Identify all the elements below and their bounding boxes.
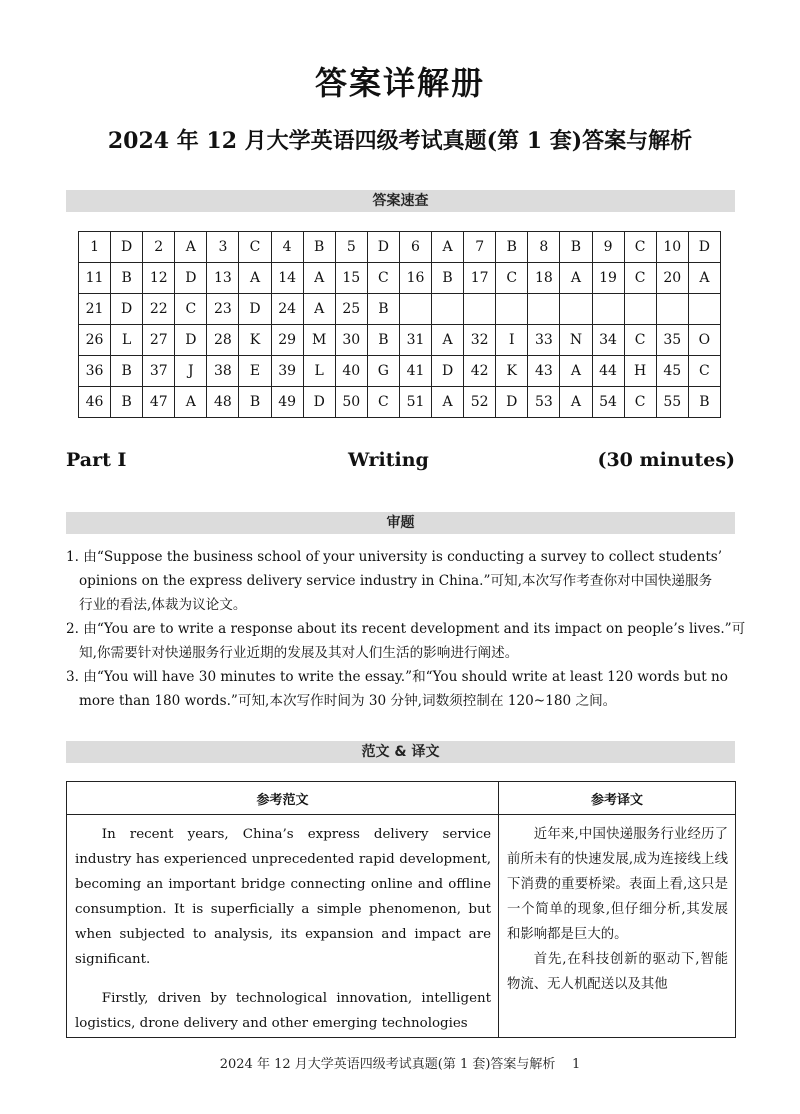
answer-letter: A <box>560 263 592 294</box>
answer-letter: A <box>688 263 720 294</box>
question-number: 54 <box>592 387 624 418</box>
answer-letter: H <box>624 356 656 387</box>
answer-letter: A <box>303 294 335 325</box>
part-name: Writing <box>348 449 429 471</box>
answer-letter: C <box>239 232 271 263</box>
question-number: 2 <box>143 232 175 263</box>
question-number: 55 <box>656 387 688 418</box>
answer-letter: C <box>624 325 656 356</box>
answer-letter: B <box>303 232 335 263</box>
answer-letter: D <box>432 356 464 387</box>
answer-letter: A <box>560 356 592 387</box>
answer-letter: C <box>624 263 656 294</box>
chinese-paragraph: 首先,在科技创新的驱动下,智能物流、无人机配送以及其他 <box>507 952 728 992</box>
question-number: 33 <box>528 325 560 356</box>
answer-letter: B <box>239 387 271 418</box>
answer-letter: A <box>175 232 207 263</box>
footer-title: 2024 年 12 月大学英语四级考试真题(第 1 套)答案与解析 <box>219 1057 556 1072</box>
answer-letter: C <box>624 232 656 263</box>
answer-letter: D <box>175 325 207 356</box>
answer-letter: B <box>111 387 143 418</box>
question-number: 45 <box>656 356 688 387</box>
part-header <box>66 449 735 475</box>
answer-letter: C <box>367 387 399 418</box>
question-number: 36 <box>79 356 111 387</box>
question-number: 18 <box>528 263 560 294</box>
page-footer <box>0 1053 800 1072</box>
answer-letter: A <box>560 387 592 418</box>
question-number: 53 <box>528 387 560 418</box>
exam-subtitle: 2024 年 12 月大学英语四级考试真题(第 1 套)答案与解析 <box>107 128 693 154</box>
question-number: 28 <box>207 325 239 356</box>
analysis-line: 3. 由“You will have 30 minutes to write the essay.”和“You should write at least 120 words but no <box>66 669 728 685</box>
answer-letter <box>688 294 720 325</box>
question-number: 46 <box>79 387 111 418</box>
question-number: 38 <box>207 356 239 387</box>
answer-letter: G <box>367 356 399 387</box>
answer-letter: D <box>111 232 143 263</box>
question-number: 50 <box>335 387 367 418</box>
page-number: 1 <box>571 1057 581 1072</box>
question-number: 22 <box>143 294 175 325</box>
answer-letter: B <box>496 232 528 263</box>
answer-letter: D <box>175 263 207 294</box>
answer-letter: A <box>432 387 464 418</box>
answer-letter: C <box>367 263 399 294</box>
answer-letter: A <box>303 263 335 294</box>
answer-letter: K <box>496 356 528 387</box>
question-number: 31 <box>399 325 431 356</box>
answer-letter: L <box>111 325 143 356</box>
answer-letter: L <box>303 356 335 387</box>
question-number: 49 <box>271 387 303 418</box>
question-number: 29 <box>271 325 303 356</box>
question-number: 16 <box>399 263 431 294</box>
analysis-item <box>66 665 735 713</box>
analysis-line: 1. 由“Suppose the business school of your university is conducting a survey to collect students’ <box>66 549 723 565</box>
question-number: 21 <box>79 294 111 325</box>
answer-letter <box>560 294 592 325</box>
question-number: 8 <box>528 232 560 263</box>
answer-letter: K <box>239 325 271 356</box>
question-number: 15 <box>335 263 367 294</box>
answer-letter: B <box>432 263 464 294</box>
question-number: 34 <box>592 325 624 356</box>
analysis-list <box>66 545 746 713</box>
answer-letter: B <box>367 294 399 325</box>
question-number: 13 <box>207 263 239 294</box>
analysis-line: 行业的看法,体裁为议论文。 <box>79 597 247 613</box>
question-number: 48 <box>207 387 239 418</box>
question-number: 1 <box>79 232 111 263</box>
answer-letter: J <box>175 356 207 387</box>
answer-key-heading: 答案速查 <box>66 190 735 212</box>
answer-row <box>79 232 721 263</box>
question-number <box>656 294 688 325</box>
answer-row <box>79 387 721 418</box>
answer-letter: A <box>175 387 207 418</box>
analysis-line: 知,你需要针对快递服务行业近期的发展及其对人们生活的影响进行阐述。 <box>79 645 519 661</box>
question-number <box>399 294 431 325</box>
question-number: 35 <box>656 325 688 356</box>
answer-letter: N <box>560 325 592 356</box>
answer-letter: D <box>496 387 528 418</box>
question-number: 43 <box>528 356 560 387</box>
question-number: 47 <box>143 387 175 418</box>
answer-letter: B <box>688 387 720 418</box>
question-number: 7 <box>464 232 496 263</box>
answer-letter: D <box>239 294 271 325</box>
answer-letter: D <box>367 232 399 263</box>
answer-letter: B <box>111 356 143 387</box>
analysis-heading: 审题 <box>66 512 735 534</box>
answer-letter: D <box>688 232 720 263</box>
question-number: 11 <box>79 263 111 294</box>
question-number: 32 <box>464 325 496 356</box>
question-number: 42 <box>464 356 496 387</box>
answer-row <box>79 325 721 356</box>
question-number: 20 <box>656 263 688 294</box>
answer-letter: E <box>239 356 271 387</box>
question-number: 19 <box>592 263 624 294</box>
answer-row <box>79 294 721 325</box>
question-number: 44 <box>592 356 624 387</box>
question-number: 9 <box>592 232 624 263</box>
english-paragraph: Firstly, driven by technological innovation, intelligent logistics, drone delivery and other emerging technologies <box>75 991 491 1031</box>
answer-row <box>79 263 721 294</box>
question-number: 40 <box>335 356 367 387</box>
answer-row <box>79 356 721 387</box>
question-number <box>592 294 624 325</box>
answer-letter: B <box>560 232 592 263</box>
answer-letter: B <box>111 263 143 294</box>
question-number: 25 <box>335 294 367 325</box>
chinese-translation-cell <box>499 815 736 1038</box>
answer-letter: O <box>688 325 720 356</box>
part-time: (30 minutes) <box>597 449 735 471</box>
answer-letter: D <box>111 294 143 325</box>
analysis-item <box>66 545 735 617</box>
chinese-paragraph: 近年来,中国快递服务行业经历了前所未有的快速发展,成为连接线上线下消费的重要桥梁。表面上看,这只是一个简单的现象,但仔细分析,其发展和影响都是巨大的。 <box>507 827 728 942</box>
question-number: 17 <box>464 263 496 294</box>
answer-key-table <box>78 231 721 418</box>
answer-letter <box>496 294 528 325</box>
analysis-item <box>66 617 746 665</box>
answer-letter <box>432 294 464 325</box>
analysis-line: 2. 由“You are to write a response about its recent development and its impact on people’s lives.”可 <box>66 621 746 637</box>
answer-letter: C <box>496 263 528 294</box>
analysis-line: more than 180 words.”可知,本次写作时间为 30 分钟,词数须控制在 120~180 之间。 <box>79 693 617 709</box>
answer-letter: A <box>432 232 464 263</box>
question-number: 4 <box>271 232 303 263</box>
page-title: 答案详解册 <box>314 64 485 102</box>
english-paragraph: In recent years, China’s express delivery service industry has experienced unprecedented rapid development, becoming an important bridge connecting online and offline consumption. It is superficially a simple phenomenon, but when subjected to analysis, its expansion and impact are significant. <box>75 827 491 967</box>
question-number: 39 <box>271 356 303 387</box>
essay-col-chinese-header: 参考译文 <box>499 782 736 815</box>
english-essay-cell <box>67 815 499 1038</box>
question-number: 26 <box>79 325 111 356</box>
question-number: 30 <box>335 325 367 356</box>
question-number: 23 <box>207 294 239 325</box>
question-number: 27 <box>143 325 175 356</box>
answer-letter: A <box>239 263 271 294</box>
answer-letter: M <box>303 325 335 356</box>
question-number: 51 <box>399 387 431 418</box>
answer-letter: C <box>624 387 656 418</box>
question-number <box>528 294 560 325</box>
question-number: 14 <box>271 263 303 294</box>
question-number: 12 <box>143 263 175 294</box>
essay-col-english-header: 参考范文 <box>67 782 499 815</box>
question-number: 3 <box>207 232 239 263</box>
question-number <box>464 294 496 325</box>
question-number: 41 <box>399 356 431 387</box>
question-number: 52 <box>464 387 496 418</box>
answer-letter: D <box>303 387 335 418</box>
question-number: 24 <box>271 294 303 325</box>
answer-letter: C <box>175 294 207 325</box>
question-number: 6 <box>399 232 431 263</box>
answer-letter: I <box>496 325 528 356</box>
analysis-line: opinions on the express delivery service industry in China.”可知,本次写作考查你对中国快递服务 <box>79 573 713 589</box>
answer-letter: A <box>432 325 464 356</box>
question-number: 37 <box>143 356 175 387</box>
essay-heading: 范文 & 译文 <box>66 741 735 763</box>
question-number: 10 <box>656 232 688 263</box>
part-label: Part Ⅰ <box>66 449 127 471</box>
essay-table <box>66 781 736 1038</box>
answer-letter: B <box>367 325 399 356</box>
answer-letter: C <box>688 356 720 387</box>
question-number: 5 <box>335 232 367 263</box>
answer-letter <box>624 294 656 325</box>
